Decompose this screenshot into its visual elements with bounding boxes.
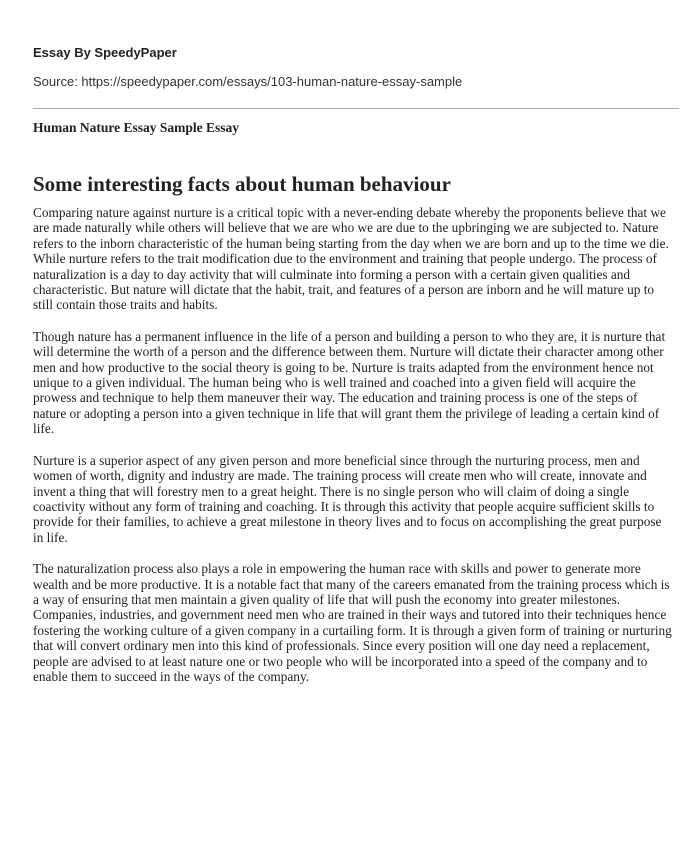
- essay-body: [33, 205, 673, 700]
- document-title: Human Nature Essay Sample Essay: [33, 120, 240, 135]
- header-divider: [33, 108, 679, 109]
- paragraph: Comparing nature against nurture is a critical topic with a never-ending debate whereby the proponents believe that we are made naturally while others will believe that we are who we are due to the upbringing we are subjected to. Nature refers to the inborn characteristic of the human being starting from the day when we are born and up to the time we die. While nurture refers to the trait modification due to the environment and training that people undergo. The process of naturalization is a day to day activity that will culminate into forming a person with a certain given qualities and characteristic. But nature will dictate that the habit, trait, and features of a person are inborn and he will mature up to still contain those traits and habits.: [33, 205, 669, 313]
- paragraph: The naturalization process also plays a role in empowering the human race with skills and power to generate more wealth and be more productive. It is a notable fact that many of the careers emanated from the training process which is a way of ensuring that men maintain a given quality of life that will push the economy into greater milestones. Companies, industries, and government need men who are trained in their ways and tutored into their techniques hence fostering the working culture of a given company in a curtailing form. It is through a given form of training or nurturing that will convert ordinary men into this kind of professionals. Since every position will one day need a replacement, people are advised to at least nature one or two people who will be incorporated into a speed of the company and to enable them to succeed in the ways of the company.: [33, 561, 672, 684]
- paragraph: Nurture is a superior aspect of any given person and more beneficial since through the nurturing process, men and women of worth, dignity and industry are made. The training process will create men who will create, innovate and invent a thing that will forestry men to a great height. There is no single person who will claim of doing a single coactivity without any form of training and coaching. It is through this activity that people acquire sufficient skills to provide for their families, to achieve a great milestone in theory lives and to focus on accomplishing the great purpose in life.: [33, 452, 662, 545]
- essay-heading: Some interesting facts about human behaviour: [33, 172, 451, 196]
- site-name: Essay By SpeedyPaper: [33, 45, 177, 60]
- source-line: Source: https://speedypaper.com/essays/103-human-nature-essay-sample: [33, 74, 463, 89]
- paragraph: Though nature has a permanent influence in the life of a person and building a person to who they are, it is nurture that will determine the worth of a person and the difference between them. Nurture will dictate their character among other men and how productive to the social theory is going to be. Nurture is traits adapted from the environment hence not unique to a given individual. The human being who is well trained and coached into a given field will acquire the prowess and technique to help them maneuver their way. The education and training process is one of the steps of nature or adopting a person into a given technique in life that will grant them the privilege of leading a certain kind of life.: [33, 328, 666, 437]
